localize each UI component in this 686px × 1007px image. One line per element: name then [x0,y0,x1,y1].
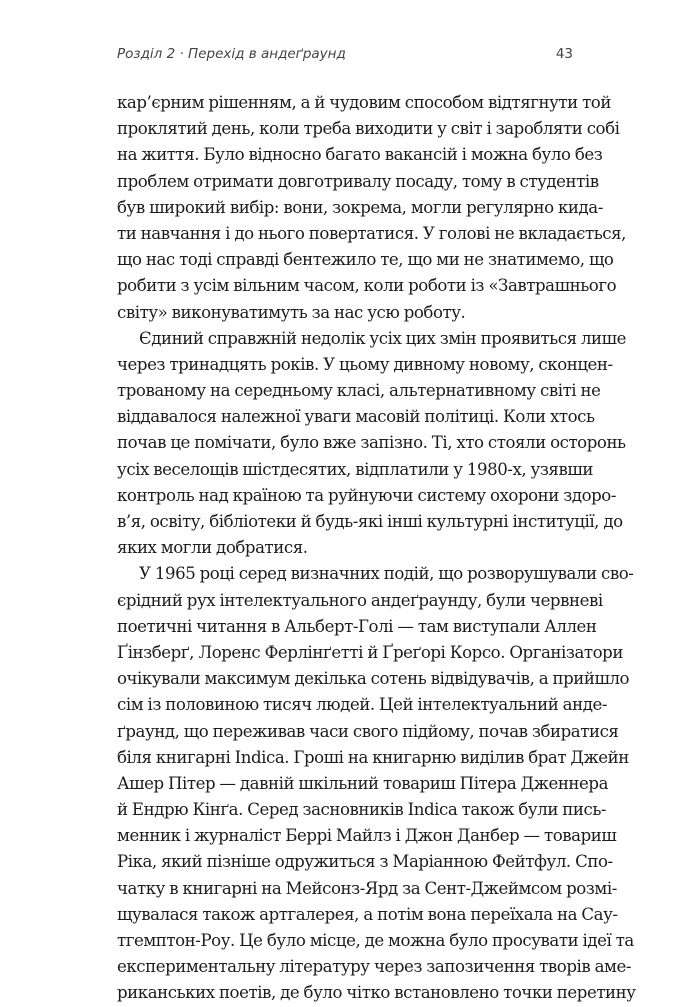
text-line: усіх веселощів шістдесятих, відплатили у 1980-х, узявши [117,459,593,479]
paragraph [117,90,626,326]
text-line: ти навчання і до нього повертатися. У голові не вкладається, [117,223,626,243]
text-line: Ґінзберґ, Лоренс Ферлінґетті й Ґреґорі Корсо. Організатори [117,642,623,662]
text-line: що нас тоді справді бентежило те, що ми не знатимемо, що [117,250,614,270]
text-line: чатку в книгарні на Мейсонз-Ярд за Сент-Джеймсом розмі- [117,878,617,898]
text-line: був широкий вибір: вони, зокрема, могли регулярно кида- [117,197,603,217]
text-line: на життя. Було відносно багато вакансій і можна було без [117,145,603,165]
running-head [117,46,573,70]
text-line: проблем отримати довготривалу посаду, тому в студентів [117,171,599,191]
text-line: біля книгарні Indica. Гроші на книгарню виділив брат Джейн [117,747,629,767]
text-line: світу» виконуватимуть за нас усю роботу. [117,302,466,322]
text-line: трованому на середньому класі, альтернативному світі не [117,381,601,401]
text-line: поетичні читання в Альберт-Голі — там виступали Аллен [117,616,597,636]
text-line: віддавалося належної уваги масовій політиці. Коли хтось [117,407,595,427]
text-line: Ріка, який пізніше одружиться з Маріанною Фейтфул. Спо- [117,852,613,872]
text-line: сім із половиною тисяч людей. Цей інтелектуальний анде- [117,695,607,715]
text-line: Єдиний справжній недолік усіх цих змін проявиться лише [139,328,626,348]
text-line: щувалася також артгалерея, а потім вона переїхала на Сау- [117,904,618,924]
text-line: У 1965 році серед визначних подій, що розворушували сво- [139,564,634,584]
text-line: й Ендрю Кінґа. Серед засновників Indica також були пись- [117,800,607,820]
text-line: єрідний рух інтелектуального андеґраунду, були червневі [117,590,603,610]
text-line: менник і журналіст Беррі Майлз і Джон Данбер — товариш [117,826,617,846]
text-line: Ашер Пітер — давній шкільний товариш Пітера Дженнера [117,773,609,793]
paragraph [117,561,636,1006]
text-line: яких могли добратися. [117,538,308,558]
paragraph [117,326,626,562]
text-line: проклятий день, коли треба виходити у світ і заробляти собі [117,119,620,139]
text-line: ґраунд, що переживав часи свого підйому, почав збиратися [117,721,619,741]
text-line: контроль над країною та руйнуючи систему охорони здоро- [117,485,617,505]
text-line: кар’єрним рішенням, а й чудовим способом відтягнути той [117,93,611,112]
text-line: через тринадцять років. У цьому дивному новому, сконцен- [117,354,613,374]
text-line: тгемптон-Роу. Це було місце, де можна було просувати ідеї та [117,931,634,950]
text-line: риканських поетів, де було чітко встановлено точки перетину [117,983,636,1003]
text-line: експериментальну літературу через запозичення творів аме- [117,957,631,977]
text-line: почав це помічати, було вже запізно. Ті, хто стояли осторонь [117,433,626,453]
text-line: робити з усім вільним часом, коли роботи із «Завтрашнього [117,276,617,296]
text-line: в’я, освіту, бібліотеки й будь-які інші культурні інституції, до [117,512,623,531]
body-text [117,90,636,1007]
chapter-title: Розділ 2 · Перехід в андеґраунд [117,46,346,62]
text-line: очікували максимум декілька сотень відвідувачів, а прийшло [117,669,630,689]
page-number: 43 [555,46,573,62]
